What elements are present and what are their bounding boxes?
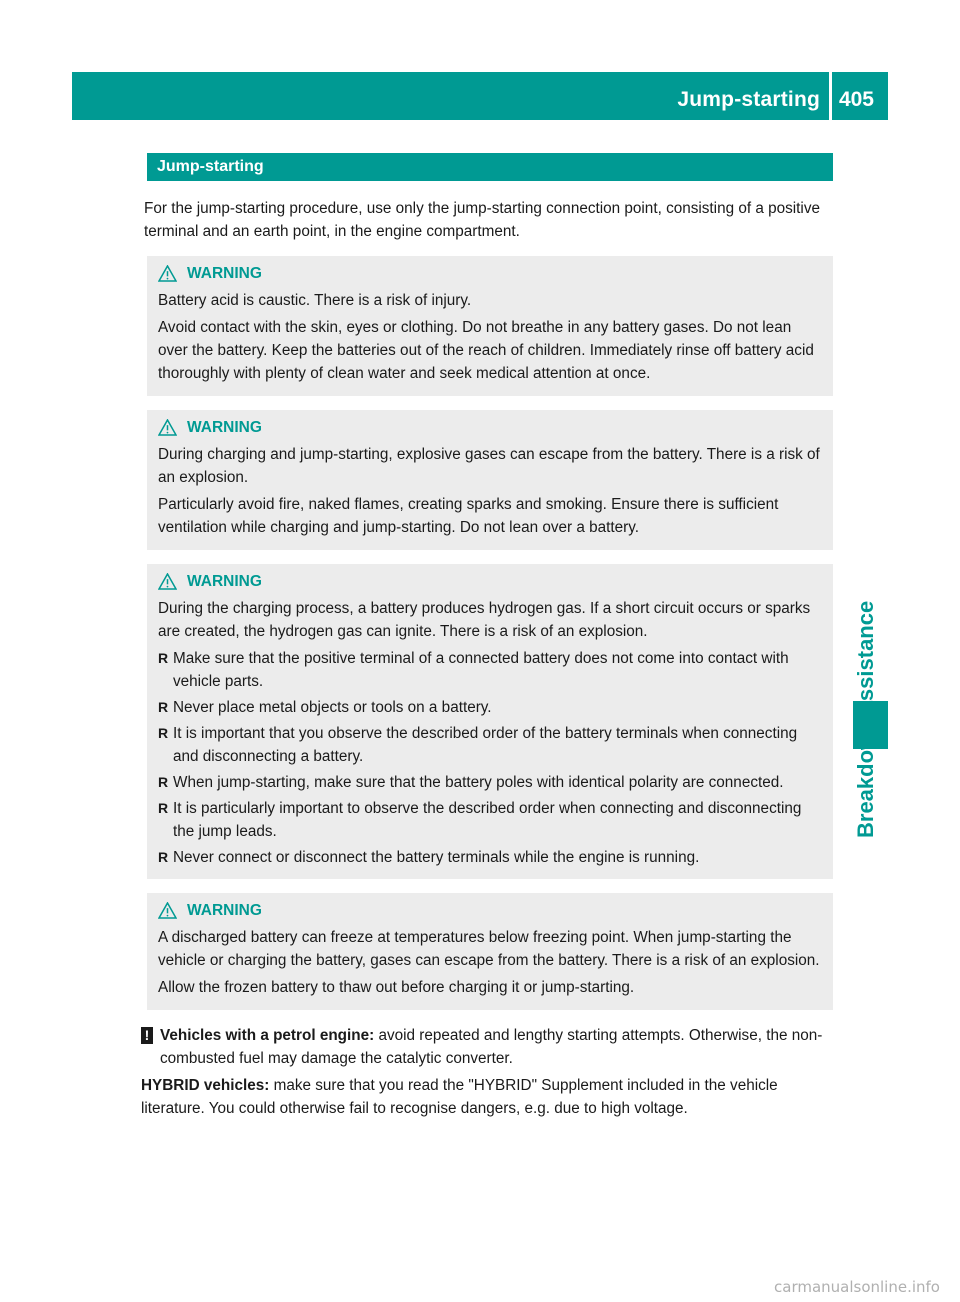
warning-header <box>158 416 823 439</box>
warning-text: A discharged battery can freeze at temperatures below freezing point. When jump-starting the vehicle or charging the battery, gases can escape from the battery. There is a risk of an explosion. <box>158 929 820 969</box>
bullet-r-icon: R <box>158 725 169 741</box>
warning-header <box>158 570 823 593</box>
warning-label: WARNING <box>187 573 262 590</box>
side-tab-marker <box>853 701 888 749</box>
hybrid-paragraph <box>141 1074 833 1120</box>
note-lead: Vehicles with a petrol engine: <box>160 1027 375 1044</box>
warning-header <box>158 899 823 922</box>
list-item-text: Never connect or disconnect the battery terminals while the engine is running. <box>173 849 700 866</box>
warning-triangle-icon <box>158 419 177 436</box>
warning-box-2 <box>147 410 833 550</box>
warning-text: Allow the frozen battery to thaw out before charging it or jump-starting. <box>158 979 635 996</box>
bullet-r-icon: R <box>158 699 169 715</box>
warning-triangle-icon <box>158 265 177 282</box>
warning-label: WARNING <box>187 265 262 282</box>
page-number: 405 <box>838 88 874 111</box>
list-item <box>158 696 823 719</box>
header-title: Jump-starting <box>677 88 820 111</box>
exclamation-icon: ! <box>141 1027 153 1044</box>
list-item-text: It is important that you observe the described order of the battery terminals when connecting and disconnecting a battery. <box>173 725 798 765</box>
list-item <box>158 846 823 869</box>
warning-label: WARNING <box>187 902 262 919</box>
bullet-r-icon: R <box>158 774 169 790</box>
hybrid-text: make sure that you read the "HYBRID" Supplement included in the vehicle literature. You could otherwise fail to recognise dangers, e.g. due to high voltage. <box>141 1077 778 1117</box>
warning-header <box>158 262 823 285</box>
warning-text: Battery acid is caustic. There is a risk of injury. <box>158 292 472 309</box>
intro-paragraph: For the jump-starting procedure, use only the jump-starting connection point, consisting of a positive terminal and an earth point, in the engine compartment. <box>144 200 820 240</box>
warning-text: Particularly avoid fire, naked flames, creating sparks and smoking. Ensure there is sufficient ventilation while charging and jump-starting. Do not lean over a battery. <box>158 496 779 536</box>
hybrid-lead: HYBRID vehicles: <box>141 1077 270 1094</box>
bullet-r-icon: R <box>158 800 169 816</box>
warning-box-4 <box>147 893 833 1010</box>
section-heading: Jump-starting <box>147 153 833 181</box>
list-item <box>158 647 823 693</box>
side-tab-label <box>853 528 873 838</box>
list-item-text: Make sure that the positive terminal of a connected battery does not come into contact with vehicle parts. <box>173 650 789 690</box>
list-item <box>158 722 823 768</box>
page-header <box>72 72 888 120</box>
warning-text: Avoid contact with the skin, eyes or clothing. Do not breathe in any battery gases. Do not lean over the battery. Keep the batteries out of the reach of children. Immediately rinse off battery acid thoroughly with plenty of clean water and seek medical attention at once. <box>158 319 814 382</box>
header-divider <box>829 72 832 120</box>
warning-triangle-icon <box>158 573 177 590</box>
list-item <box>158 797 823 843</box>
warning-label: WARNING <box>187 419 262 436</box>
warning-box-1 <box>147 256 833 396</box>
list-item-text: When jump-starting, make sure that the battery poles with identical polarity are connected. <box>173 774 784 791</box>
warning-box-3 <box>147 564 833 879</box>
bullet-r-icon: R <box>158 849 169 865</box>
list-item <box>158 771 823 794</box>
main-content <box>141 153 833 1120</box>
caution-note <box>141 1024 833 1070</box>
bullet-r-icon: R <box>158 650 169 666</box>
warning-bullet-list <box>158 647 823 869</box>
list-item-text: Never place metal objects or tools on a battery. <box>173 699 492 716</box>
warning-text: During the charging process, a battery produces hydrogen gas. If a short circuit occurs or sparks are created, the hydrogen gas can ignite. There is a risk of an explosion. <box>158 600 811 640</box>
warning-text: During charging and jump-starting, explosive gases can escape from the battery. There is a risk of an explosion. <box>158 446 820 486</box>
list-item-text: It is particularly important to observe the described order when connecting and disconnecting the jump leads. <box>173 800 802 840</box>
warning-triangle-icon <box>158 902 177 919</box>
watermark: carmanualsonline.info <box>774 1278 940 1296</box>
note-text: avoid repeated and lengthy starting attempts. Otherwise, the non-combusted fuel may damage the catalytic converter. <box>160 1027 823 1067</box>
